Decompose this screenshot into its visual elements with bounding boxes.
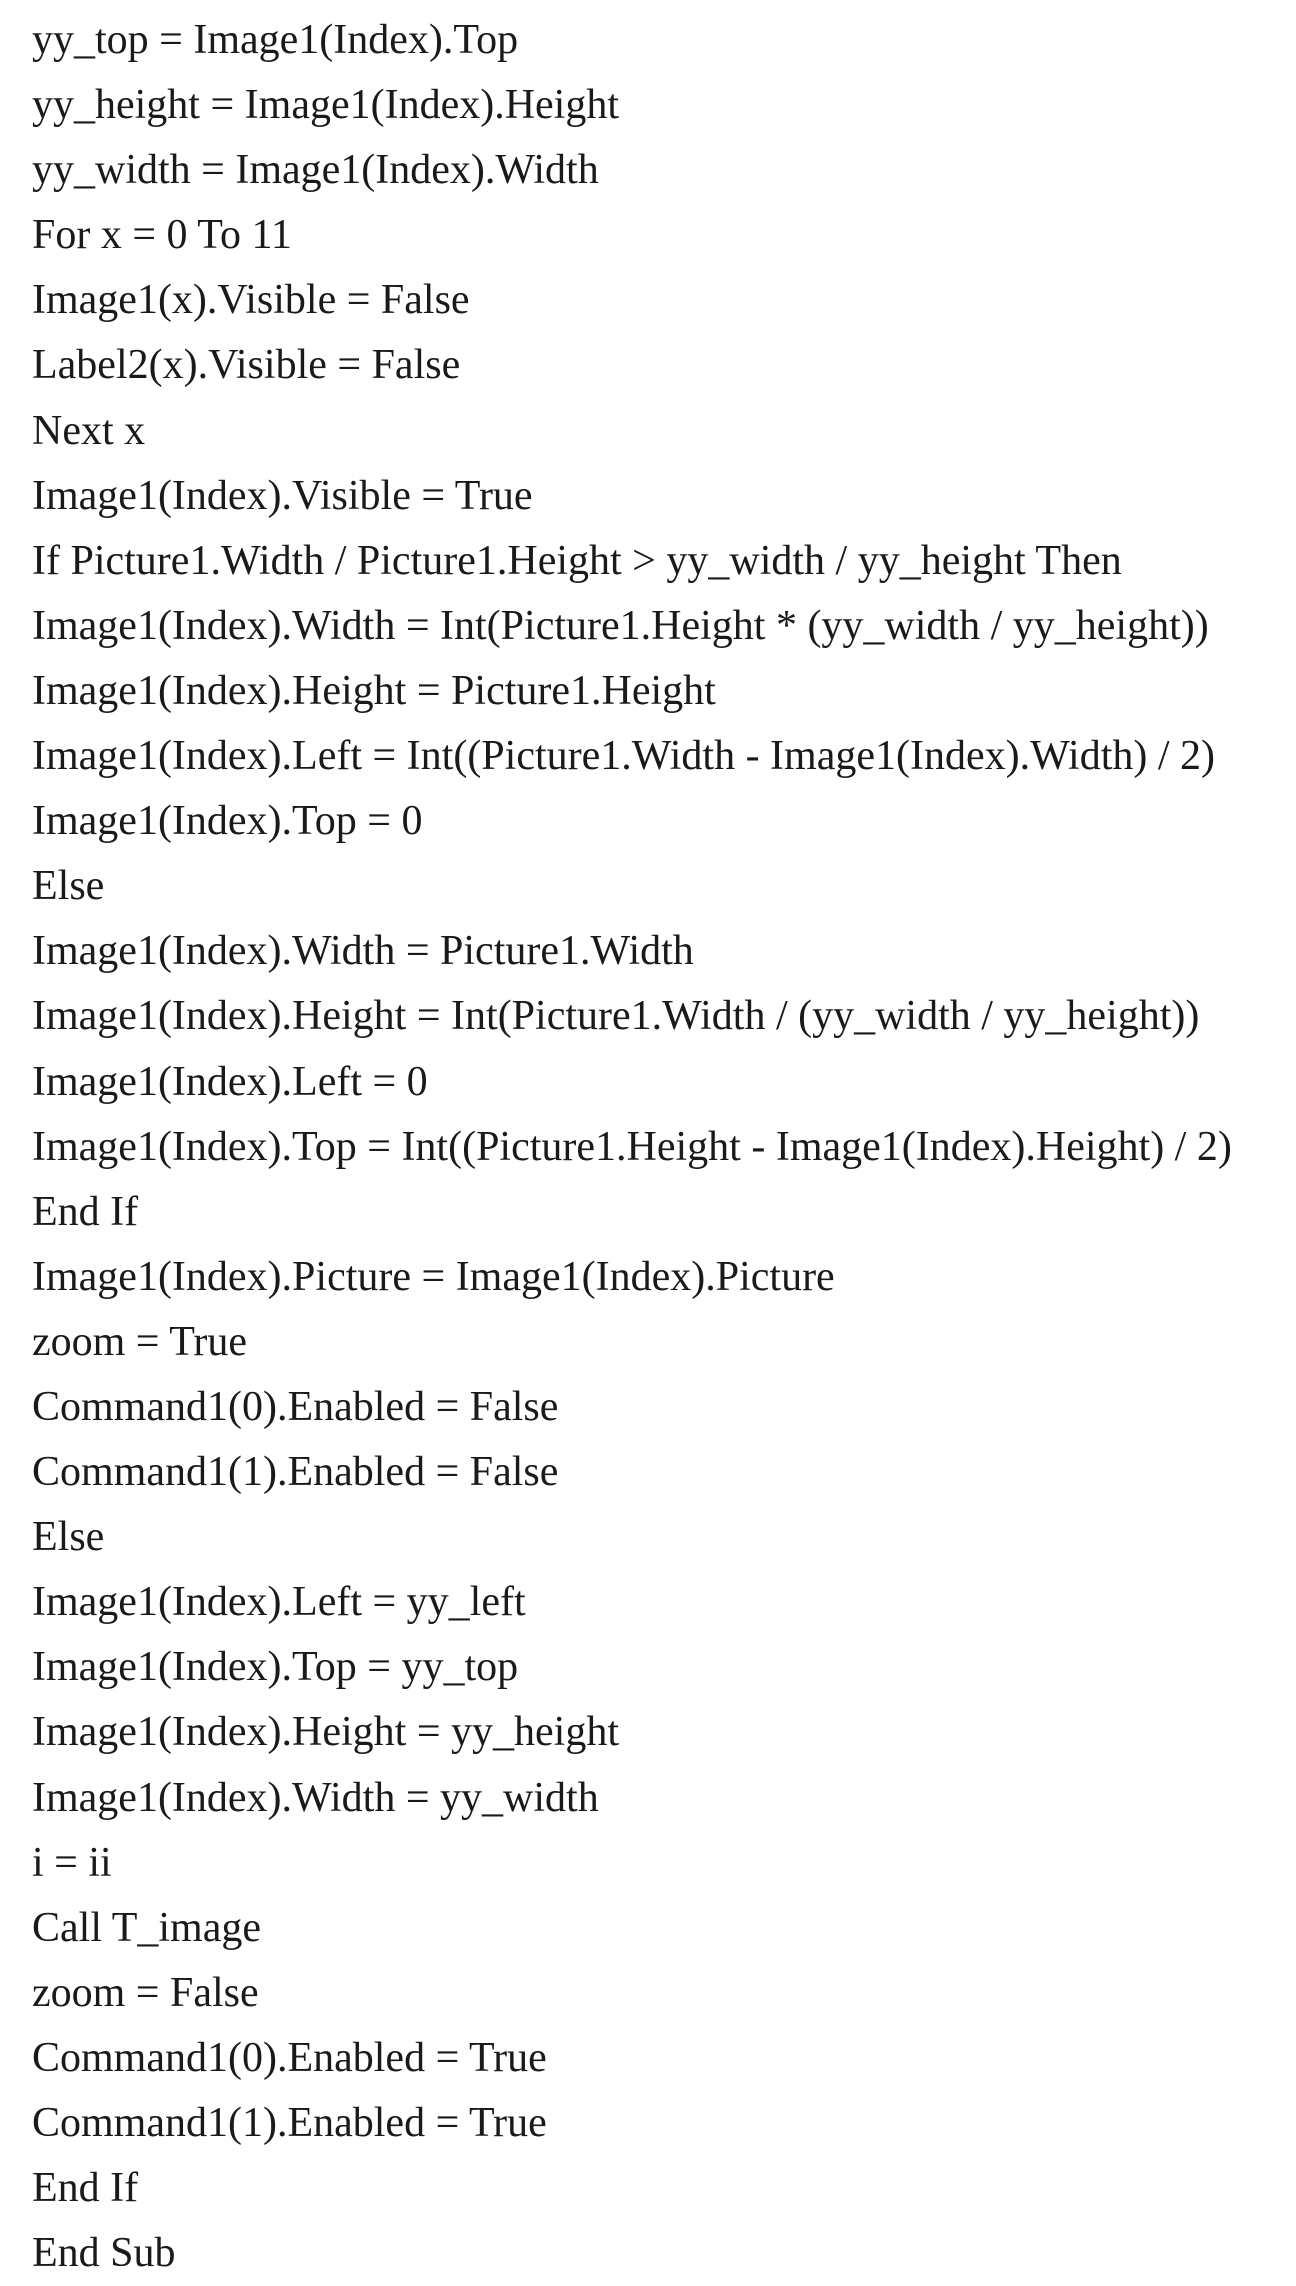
code-line: yy_top = Image1(Index).Top	[32, 17, 519, 63]
code-line: Image1(Index).Height = Picture1.Height	[32, 667, 716, 714]
code-line: Else	[32, 1514, 105, 1561]
code-line: zoom = False	[32, 1969, 259, 2016]
code-line: Command1(1).Enabled = False	[32, 1449, 559, 1496]
code-line: Command1(0).Enabled = True	[32, 2034, 547, 2081]
code-line: Image1(Index).Height = Int(Picture1.Width / (yy_width / yy_height))	[32, 993, 1200, 1040]
code-line: Next x	[32, 407, 146, 454]
code-line: Image1(Index).Visible = True	[32, 472, 533, 519]
code-line: Image1(Index).Height = yy_height	[32, 1709, 620, 1756]
code-line: Image1(Index).Left = yy_left	[32, 1579, 526, 1626]
code-line: Image1(Index).Top = Int((Picture1.Height - Image1(Index).Height) / 2)	[32, 1123, 1232, 1170]
code-line: Call T_image	[32, 1904, 262, 1951]
code-line: Image1(Index).Top = 0	[32, 798, 423, 845]
code-line: Image1(Index).Width = Picture1.Width	[32, 928, 694, 975]
code-line: Image1(x).Visible = False	[32, 277, 470, 324]
code-line: Else	[32, 863, 105, 910]
code-line: Image1(Index).Top = yy_top	[32, 1644, 519, 1691]
code-line: End If	[32, 1188, 139, 1235]
code-line: End Sub	[32, 2230, 176, 2277]
code-line: Image1(Index).Width = Int(Picture1.Height * (yy_width / yy_height))	[32, 602, 1209, 649]
code-line: For x = 0 To 11	[32, 212, 292, 259]
code-line: If Picture1.Width / Picture1.Height > yy_width / yy_height Then	[32, 537, 1122, 584]
code-line: Image1(Index).Picture = Image1(Index).Picture	[32, 1253, 835, 1300]
code-line: End If	[32, 2165, 139, 2212]
code-line: Label2(x).Visible = False	[32, 342, 461, 389]
code-line: Command1(1).Enabled = True	[32, 2100, 547, 2146]
code-line: Image1(Index).Left = 0	[32, 1058, 428, 1105]
code-line: Image1(Index).Width = yy_width	[32, 1774, 599, 1821]
code-line: yy_width = Image1(Index).Width	[32, 147, 599, 194]
code-line: zoom = True	[32, 1318, 248, 1365]
code-line: i = ii	[32, 1839, 112, 1886]
code-line: yy_height = Image1(Index).Height	[32, 82, 620, 129]
code-line: Image1(Index).Left = Int((Picture1.Width - Image1(Index).Width) / 2)	[32, 733, 1216, 780]
code-listing	[32, 8, 1282, 2286]
code-line: Command1(0).Enabled = False	[32, 1383, 559, 1430]
